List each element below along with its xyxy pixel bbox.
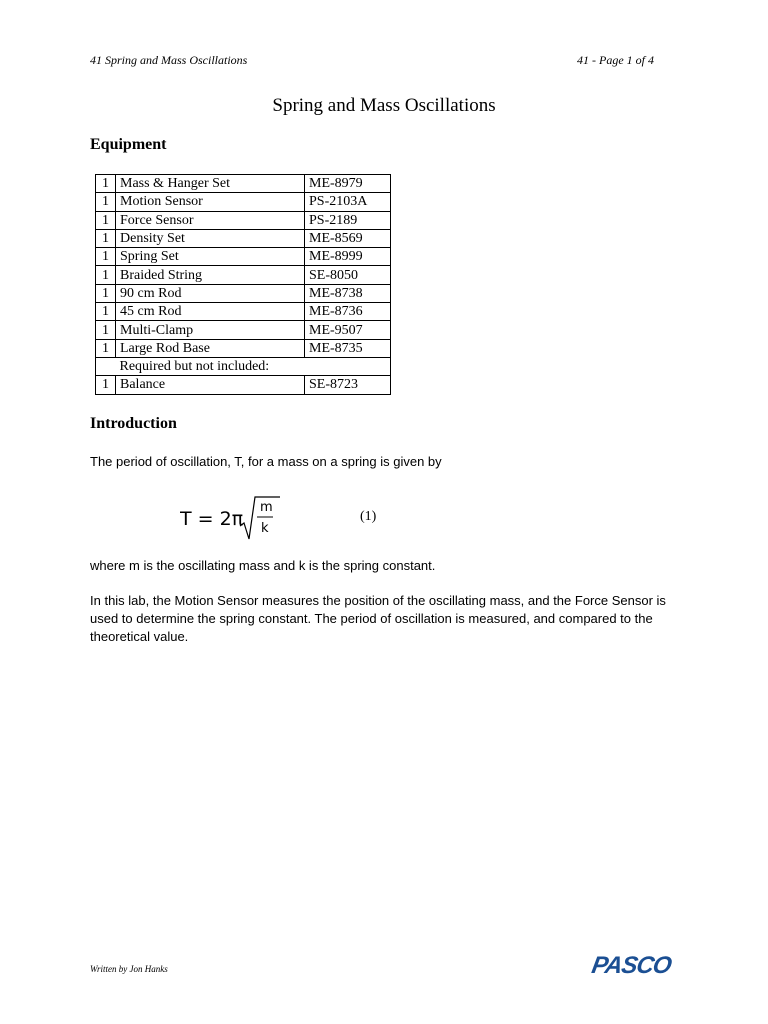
- document-title: Spring and Mass Oscillations: [272, 95, 496, 116]
- equipment-row: [96, 193, 391, 211]
- equipment-name: Force Sensor: [116, 211, 305, 229]
- equipment-qty: 1: [96, 321, 116, 339]
- equipment-part-number: ME-9507: [305, 321, 391, 339]
- equipment-name: 90 cm Rod: [116, 284, 305, 302]
- equipment-row: [96, 266, 391, 284]
- equipment-name: Spring Set: [116, 248, 305, 266]
- equipment-name: Large Rod Base: [116, 339, 305, 357]
- equipment-part-number: ME-8999: [305, 248, 391, 266]
- equipment-qty: 1: [96, 248, 116, 266]
- equipment-name: Density Set: [116, 229, 305, 247]
- introduction-heading: Introduction: [90, 415, 177, 432]
- equipment-qty: 1: [96, 175, 116, 193]
- equipment-qty: 1: [96, 339, 116, 357]
- period-equation: [180, 494, 290, 547]
- equipment-name: Multi-Clamp: [116, 321, 305, 339]
- equation-number: (1): [360, 509, 377, 524]
- equipment-name: Motion Sensor: [116, 193, 305, 211]
- equipment-qty: 1: [96, 193, 116, 211]
- author-credit: Written by Jon Hanks: [90, 964, 168, 974]
- equipment-part-number: ME-8735: [305, 339, 391, 357]
- equipment-part-number: SE-8050: [305, 266, 391, 284]
- equipment-qty: 1: [96, 303, 116, 321]
- equipment-row: [96, 376, 391, 394]
- equipment-qty: 1: [96, 211, 116, 229]
- equation-svg: [180, 494, 290, 542]
- equipment-part-number: SE-8723: [305, 376, 391, 394]
- equipment-note: Required but not included:: [116, 357, 391, 375]
- intro-paragraph-3: In this lab, the Motion Sensor measures the position of the oscillating mass, and the Force Sensor is used to determine the spring constant. The period of oscillation is measured, and compared to the theoretical value.: [90, 593, 666, 644]
- equipment-row: [96, 229, 391, 247]
- equipment-row: [96, 175, 391, 193]
- equipment-row: [96, 303, 391, 321]
- equipment-part-number: ME-8569: [305, 229, 391, 247]
- equipment-part-number: ME-8979: [305, 175, 391, 193]
- equipment-name: Braided String: [116, 266, 305, 284]
- pasco-logo: PASCO: [589, 952, 674, 979]
- equation-lhs: T = 2π: [180, 508, 244, 530]
- intro-paragraph-1: The period of oscillation, T, for a mass on a spring is given by: [90, 454, 442, 469]
- equipment-name: 45 cm Rod: [116, 303, 305, 321]
- equipment-part-number: PS-2189: [305, 211, 391, 229]
- header-page-number: 41 - Page 1 of 4: [577, 53, 654, 67]
- equipment-heading: Equipment: [90, 136, 167, 153]
- equipment-row: [96, 321, 391, 339]
- equipment-qty: 1: [96, 266, 116, 284]
- equipment-table: [95, 174, 391, 395]
- equipment-qty: 1: [96, 376, 116, 394]
- equipment-part-number: ME-8736: [305, 303, 391, 321]
- equipment-note-spacer: [96, 357, 116, 375]
- equipment-name: Mass & Hanger Set: [116, 175, 305, 193]
- equipment-row: [96, 339, 391, 357]
- equation-numerator: m: [260, 500, 273, 515]
- equipment-name: Balance: [116, 376, 305, 394]
- equipment-row: [96, 284, 391, 302]
- equipment-part-number: PS-2103A: [305, 193, 391, 211]
- equipment-qty: 1: [96, 284, 116, 302]
- equipment-row: [96, 248, 391, 266]
- equipment-note-row: [96, 357, 391, 375]
- equation-denominator: k: [261, 521, 269, 536]
- intro-paragraph-2: where m is the oscillating mass and k is the spring constant.: [90, 558, 436, 573]
- equipment-part-number: ME-8738: [305, 284, 391, 302]
- equipment-row: [96, 211, 391, 229]
- equipment-qty: 1: [96, 229, 116, 247]
- header-title: 41 Spring and Mass Oscillations: [90, 53, 248, 67]
